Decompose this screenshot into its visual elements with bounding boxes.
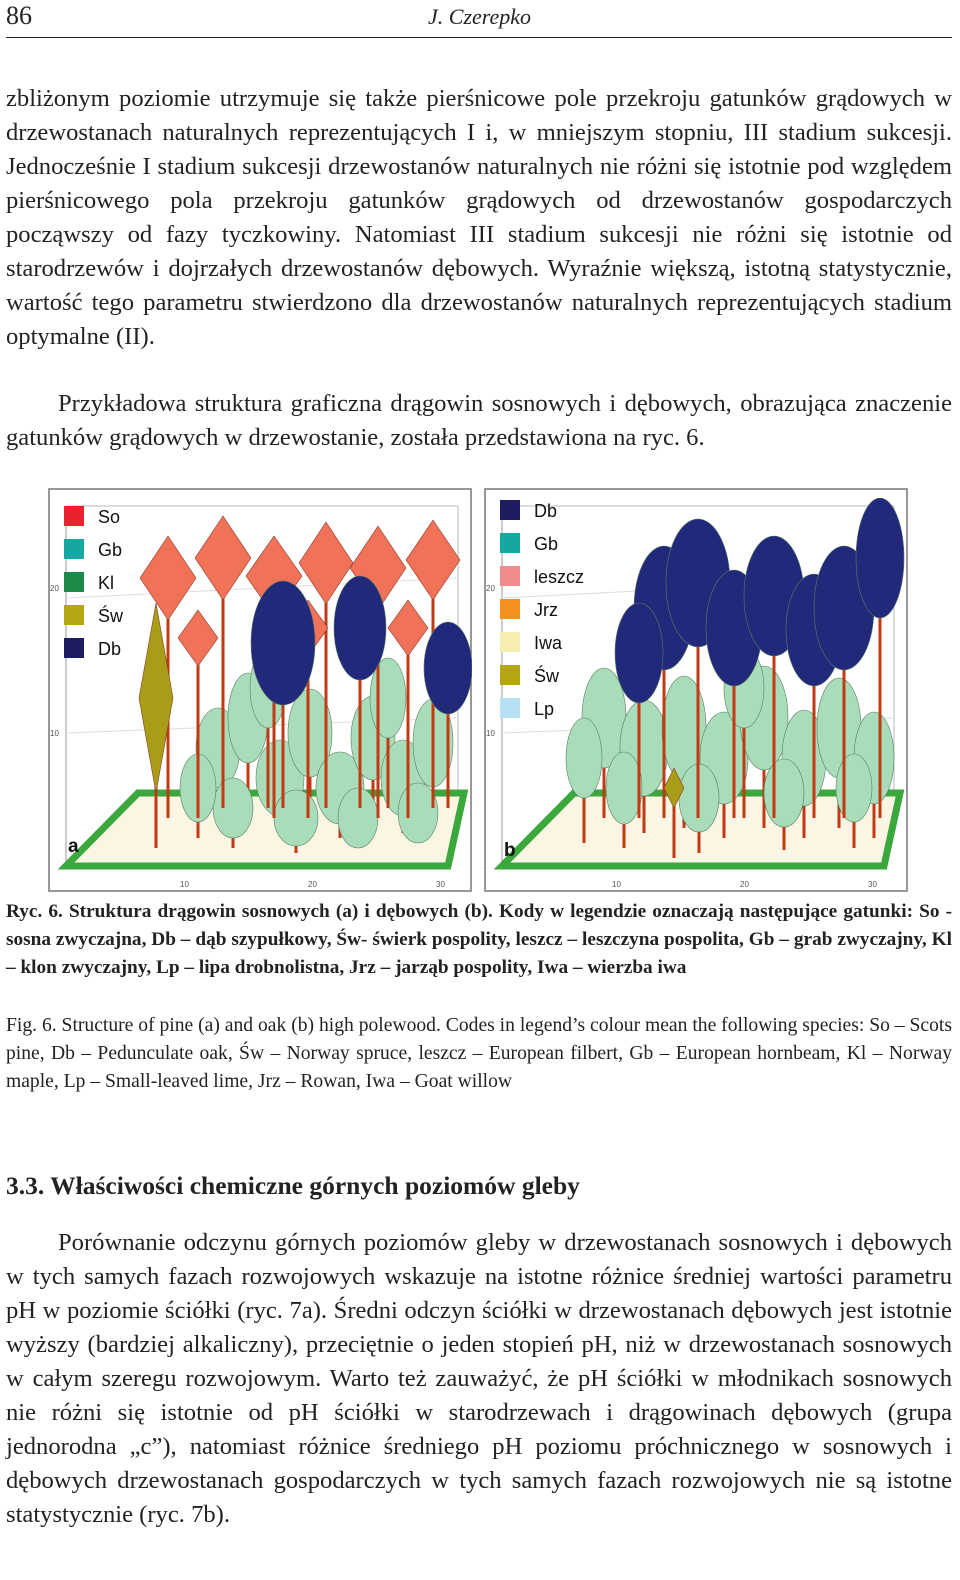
- tree-crown: [856, 498, 904, 618]
- section-heading: 3.3. Właściwości chemiczne górnych poziomów gleby: [6, 1171, 580, 1200]
- page-number: 86: [6, 1, 32, 30]
- legend-label: Św: [534, 666, 560, 686]
- legend-swatch: [500, 632, 520, 652]
- x-tick-label: 20: [308, 880, 317, 889]
- legend-swatch: [500, 665, 520, 685]
- y-tick-label: 20: [486, 584, 495, 593]
- tree-crown: [338, 788, 378, 848]
- legend-label: Kl: [98, 573, 115, 593]
- paragraph-3: Porównanie odczynu górnych poziomów gleby w drzewostanach sosnowych i dębowych w tych samych fazach rozwojowych wskazuje na istotne różnice średniej wartości parametru pH w poziomie ściółki (ryc. 7a). Średni odczyn ściółki w drzewostanach dębowych jest istotnie wyższy (bardziej alkaliczny), przeciętnie o jeden stopień pH, niż w drzewostanach sosnowych w całym szeregu rozwojowym. Warto też zauważyć, że pH ściółki w młodnikach sosnowych nie różni się istotnie od pH ściółki w starodrzewach i drągowinach dębowych (grupa jednorodna „c”), natomiast różnice średniego pH poziomu próchnicznego w sosnowych i dębowych drzewostanach gospodarczych w tych samych fazach rozwojowych nie są istotne statystycznie (ryc. 7b).: [6, 1229, 952, 1528]
- legend-swatch: [64, 572, 84, 592]
- y-tick-label: 20: [50, 584, 59, 593]
- legend-swatch: [500, 599, 520, 619]
- legend-swatch: [64, 539, 84, 559]
- legend-label: leszcz: [534, 567, 585, 587]
- figure-panel-b: [484, 488, 908, 892]
- legend-label: So: [98, 507, 121, 527]
- legend-label: Jrz: [534, 600, 558, 620]
- x-tick-label: 10: [180, 880, 189, 889]
- legend-swatch: [500, 698, 520, 718]
- tree-crown: [274, 790, 318, 846]
- tree-crown: [836, 754, 872, 822]
- legend-label: Gb: [534, 534, 559, 554]
- legend-swatch: [500, 533, 520, 553]
- legend-swatch: [500, 500, 520, 520]
- legend-label: Gb: [98, 540, 123, 560]
- tree-crown: [606, 752, 642, 824]
- figure-caption-english: Fig. 6. Structure of pine (a) and oak (b) high polewood. Codes in legend’s colour mean the following species: So – Scots pine, Db – Pedunculate oak, Św – Norway spruce, leszcz – European filbert, Gb – European hornbeam, Kl – Norway maple, Lp – Small-leaved lime, Jrz – Rowan, Iwa – Goat willow: [6, 1015, 952, 1092]
- x-tick-label: 20: [740, 880, 749, 889]
- running-author: J. Czerepko: [428, 4, 532, 29]
- legend-swatch: [64, 506, 84, 526]
- tree-crown: [424, 622, 472, 714]
- legend-swatch: [64, 638, 84, 658]
- running-head: [6, 0, 952, 38]
- legend-label: Db: [98, 639, 122, 659]
- figure-caption-polish: Ryc. 6. Struktura drągowin sosnowych (a) i dębowych (b). Kody w legendzie oznaczają następujące gatunki: So - sosna zwyczajna, Db – dąb szypułkowy, Św- świerk pospolity, leszcz – leszczyna pospolita, Gb – grab zwyczajny, Kl – klon zwyczajny, Lp – lipa drobnolistna, Jrz – jarząb pospolity, Iwa – wierzba iwa: [6, 901, 952, 978]
- x-tick-label: 30: [436, 880, 445, 889]
- x-tick-label: 10: [612, 880, 621, 889]
- x-tick-label: 30: [868, 880, 877, 889]
- figure-b-illustration: [484, 488, 908, 892]
- panel-label-b: b: [504, 840, 516, 861]
- tree-crown: [764, 759, 804, 827]
- figure-a-illustration: [48, 488, 472, 892]
- legend-swatch: [64, 605, 84, 625]
- panel-label-a: a: [68, 836, 79, 857]
- paragraph-1: zbliżonym poziomie utrzymuje się także pierśnicowe pole przekroju gatunków grądowych w drzewostanach naturalnych reprezentujących I i, w mniejszym stopniu, III stadium sukcesji. Jednocześnie I stadium sukcesji drzewostanów naturalnych nie różni się istotnie pod względem pierśnicowego pola przekroju gatunków grądowych od drzewostanów gospodarczych począwszy od fazy tyczkowiny. Natomiast III stadium sukcesji nie różni się istotnie od starodrzewów i dojrzałych drzewostanów dębowych. Wyraźnie większą, istotną statystycznie, wartość tego parametru stwierdzono dla drzewostanów naturalnych reprezentujących stadium optymalne (II).: [6, 85, 952, 350]
- tree-crown: [213, 778, 253, 838]
- y-tick-label: 10: [486, 729, 495, 738]
- legend-label: Iwa: [534, 633, 563, 653]
- tree-crown: [251, 581, 315, 705]
- y-tick-label: 10: [50, 729, 59, 738]
- legend-swatch: [500, 566, 520, 586]
- legend-label: Db: [534, 501, 558, 521]
- legend-label: Św: [98, 606, 124, 626]
- tree-crown: [615, 603, 663, 703]
- figure-panel-a: [48, 488, 472, 892]
- tree-crown: [334, 576, 386, 680]
- tree-crown: [566, 718, 602, 798]
- paragraph-2: Przykładowa struktura graficzna drągowin sosnowych i dębowych, obrazująca znaczenie gatunków grądowych w drzewostanie, została przedstawiona na ryc. 6.: [6, 390, 952, 451]
- legend-label: Lp: [534, 699, 555, 719]
